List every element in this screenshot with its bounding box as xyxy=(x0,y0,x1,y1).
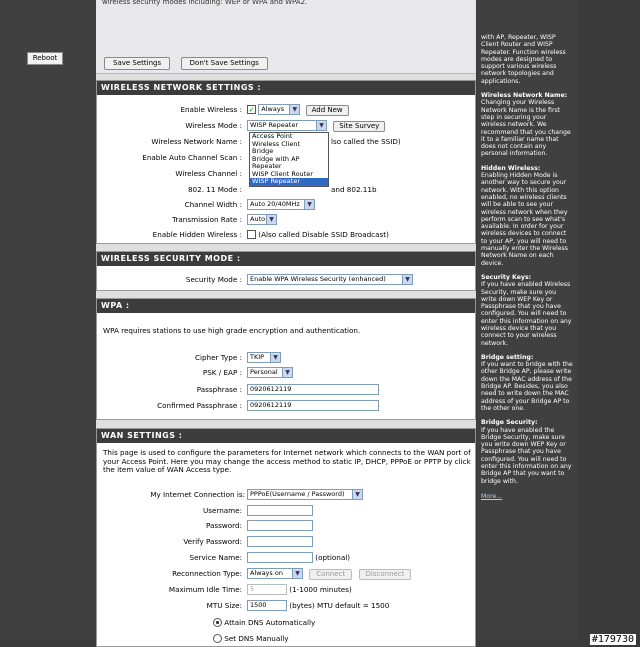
image-id-watermark: #179730 xyxy=(591,634,634,645)
wireless-mode-option[interactable]: Bridge xyxy=(252,147,274,155)
transmission-rate-label: Transmission Rate : xyxy=(172,215,242,224)
wireless-mode-option[interactable]: Access Point xyxy=(252,132,293,140)
enable-wireless-label: Enable Wireless : xyxy=(180,105,242,114)
optional-note: (optional) xyxy=(315,553,351,562)
save-area xyxy=(96,0,476,74)
reconnection-type-label: Reconnection Type: xyxy=(172,569,242,578)
wpa-section xyxy=(96,298,476,420)
chevron-down-icon: ▼ xyxy=(304,200,314,209)
wan-description: This page is used to configure the parameters for Internet network which connects to the WAN port of your Access Point. Here you may change the access method to static IP, DHCP, PPPoE or PPTP by click the item value of WAN Access type. xyxy=(103,448,471,475)
dont-save-button[interactable]: Don't Save Settings xyxy=(181,57,268,70)
hidden-wireless-label: Enable Hidden Wireless : xyxy=(152,230,242,239)
verify-password-label: Verify Password: xyxy=(183,537,242,546)
section-header: WIRELESS NETWORK SETTINGS : xyxy=(97,81,475,95)
right-strip xyxy=(577,0,640,640)
transmission-rate-select[interactable]: Auto ▼ xyxy=(247,214,277,225)
confirm-passphrase-label: Confirmed Passphrase : xyxy=(157,401,242,410)
left-nav xyxy=(0,0,96,640)
confirm-passphrase-input[interactable]: 0920612119 xyxy=(247,400,379,411)
wireless-mode-dropdown[interactable] xyxy=(249,132,329,187)
dns-auto-label: Attain DNS Automatically xyxy=(224,618,316,627)
help-network-name-text: Changing your Wireless Network Name is the first step in securing your wireless network. We recommend that you change it to a familiar name that does not contain any personal information. xyxy=(481,99,571,158)
wireless-mode-option[interactable]: Repeater xyxy=(252,162,282,170)
chevron-down-icon: ▼ xyxy=(289,105,299,114)
hidden-wireless-hint: (Also called Disable SSID Broadcast) xyxy=(258,230,389,239)
connection-type-select[interactable]: PPPoE(Username / Password) ▼ xyxy=(247,489,363,500)
dns-manual-radio[interactable] xyxy=(213,634,222,643)
wireless-mode-select[interactable]: WISP Repeater ▼ xyxy=(247,120,327,131)
password-label: Password: xyxy=(206,521,242,530)
save-settings-button[interactable]: Save Settings xyxy=(104,57,170,70)
idle-range: (1-1000 minutes) xyxy=(289,585,352,594)
channel-width-select[interactable]: Auto 20/40MHz ▼ xyxy=(247,199,315,210)
cipher-type-label: Cipher Type : xyxy=(194,353,242,362)
wan-section xyxy=(96,428,476,647)
wireless-mode-option[interactable]: WISP Client Router xyxy=(252,169,313,178)
passphrase-label: Passphrase : xyxy=(196,385,242,394)
help-bridge-security-text: If you have enabled the Bridge Security, make sure you write down WEP Key or Passphrase that you have configured. You will need to enter this information on any Bridge AP that you want to bridge with. xyxy=(481,426,572,485)
intro-text: wireless security modes including: WEP or WPA and WPA2. xyxy=(102,0,308,6)
disconnect-button[interactable]: Disconnect xyxy=(359,569,412,580)
help-bridge-security-heading: Bridge Security: xyxy=(481,419,538,427)
wireless-mode-label: Wireless Mode : xyxy=(185,121,242,130)
dns-auto-radio[interactable] xyxy=(213,618,222,627)
help-panel xyxy=(477,0,577,640)
site-survey-button[interactable]: Site Survey xyxy=(333,121,385,132)
help-more-link[interactable]: More... xyxy=(481,492,503,500)
network-name-label: Wireless Network Name : xyxy=(151,137,242,146)
help-hidden-text: Enabling Hidden Mode is another way to secure your network. With this option enabled, no wireless clients will be able to see your wireless network when they perform scan to see what's available. In order for your wireless devices to connect to your AP, you will need to manually enter the Wireless Network Name on each device. xyxy=(481,172,569,267)
mtu-hint: (bytes) MTU default = 1500 xyxy=(289,601,390,610)
chevron-down-icon: ▼ xyxy=(266,215,276,224)
security-section xyxy=(96,251,476,291)
wpa-description: WPA requires stations to use high grade encryption and authentication. xyxy=(103,326,361,335)
mode-80211-tail: and 802.11b xyxy=(331,185,377,194)
ssid-hint: lso called the SSID) xyxy=(331,137,401,146)
chevron-down-icon: ▼ xyxy=(316,121,326,130)
password-input[interactable] xyxy=(247,520,313,531)
reboot-button[interactable]: Reboot xyxy=(27,52,63,65)
chevron-down-icon: ▼ xyxy=(352,490,362,499)
mtu-size-label: MTU Size: xyxy=(206,601,242,610)
username-input[interactable] xyxy=(247,505,313,516)
section-header: WPA : xyxy=(97,299,475,313)
wireless-channel-label: Wireless Channel : xyxy=(175,169,242,178)
reconnection-type-select[interactable]: Always on ▼ xyxy=(247,568,303,579)
help-hidden-heading: Hidden Wireless: xyxy=(481,164,541,172)
idle-time-input[interactable]: 5 xyxy=(247,584,287,595)
add-new-button[interactable]: Add New xyxy=(306,105,349,116)
help-network-name-heading: Wireless Network Name: xyxy=(481,92,568,100)
enable-wireless-checkbox[interactable]: ✓ xyxy=(248,106,255,114)
section-header: WIRELESS SECURITY MODE : xyxy=(97,252,475,266)
mtu-size-input[interactable]: 1500 xyxy=(247,600,287,611)
wireless-mode-option[interactable]: WISP Repeater xyxy=(250,178,328,186)
help-keys-text: If you have enabled Wireless Security, make sure you write down WEP Key or Passphrase that you have configured. You will need to enter this information on any wireless device that you connect to your wireless network. xyxy=(481,281,572,347)
schedule-select[interactable]: Always ▼ xyxy=(258,104,300,115)
psk-eap-label: PSK / EAP : xyxy=(202,368,242,377)
username-label: Username: xyxy=(202,506,242,515)
mode-80211-label: 802. 11 Mode : xyxy=(187,185,242,194)
section-header: WAN SETTINGS : xyxy=(97,429,475,443)
chevron-down-icon: ▼ xyxy=(282,368,292,377)
service-name-input[interactable] xyxy=(247,552,313,563)
security-mode-select[interactable]: Enable WPA Wireless Security (enhanced) ▼ xyxy=(247,274,413,285)
help-bridge-text: If you want to bridge with the other Bridge AP, please write down the MAC address of the Bridge AP. Besides, you also need to write down the MAC address of your Bridge AP to the other one. xyxy=(481,361,573,412)
main-content xyxy=(96,0,476,647)
security-mode-label: Security Mode : xyxy=(185,275,242,284)
channel-width-label: Channel Width : xyxy=(184,200,242,209)
psk-eap-select[interactable]: Personal ▼ xyxy=(247,367,293,378)
connect-button[interactable]: Connect xyxy=(309,569,352,580)
chevron-down-icon: ▼ xyxy=(402,275,412,284)
idle-time-label: Maximum Idle Time: xyxy=(168,585,242,594)
passphrase-input[interactable]: 0920612119 xyxy=(247,384,379,395)
wireless-mode-option[interactable]: Bridge with AP xyxy=(252,154,300,163)
verify-password-input[interactable] xyxy=(247,536,313,547)
chevron-down-icon: ▼ xyxy=(292,569,302,578)
help-keys-heading: Security Keys: xyxy=(481,273,532,281)
auto-channel-label: Enable Auto Channel Scan : xyxy=(142,153,242,162)
dns-manual-label: Set DNS Manually xyxy=(224,634,289,643)
cipher-type-select[interactable]: TKIP ▼ xyxy=(247,352,281,363)
hidden-wireless-checkbox[interactable] xyxy=(247,230,256,239)
service-name-label: Service Name: xyxy=(189,553,242,562)
help-intro: with AP, Repeater, WISP Client Router and WISP Repeater. Function wireless modes are designed to support various wireless network topologies and applications. xyxy=(481,34,566,85)
connection-type-label: My Internet Connection is: xyxy=(150,490,245,499)
wireless-mode-option[interactable]: Wireless Client xyxy=(252,139,301,148)
chevron-down-icon: ▼ xyxy=(270,353,280,362)
help-bridge-heading: Bridge setting: xyxy=(481,353,534,361)
